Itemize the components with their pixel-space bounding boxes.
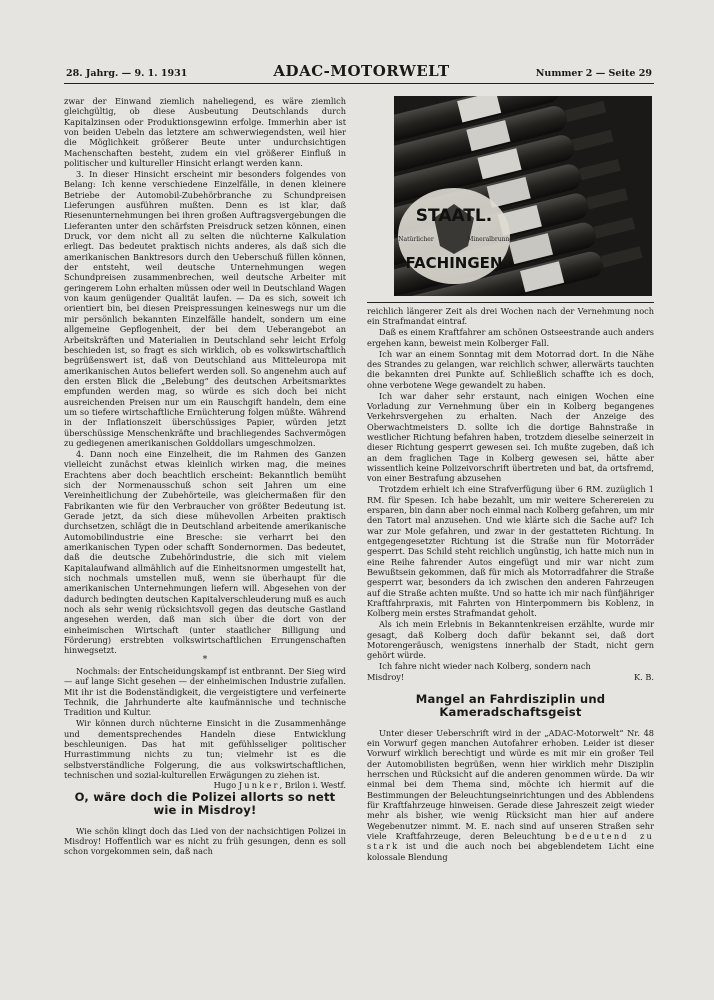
right-column xyxy=(367,306,654,863)
advert-rule xyxy=(367,302,654,303)
paragraph: Daß es einem Kraftfahrer am schönen Ostseestrande auch anders ergehen kann, beweist mein Kolberger Fall. xyxy=(367,327,654,348)
paragraph: Als ich mein Erlebnis in Bekanntenkreisen erzählte, wurde mir gesagt, daß Kolberg doch dafür bekannt sei, daß dort Motorengeräusch, wenigstens innerhalb der Stadt, nicht gern gehört würde. xyxy=(367,619,654,661)
paragraph: 4. Dann noch eine Einzelheit, die im Rahmen des Ganzen vielleicht zunächst etwas kleinlich wirken mag, die meines Erachtens aber doch beachtlich erscheint: Bekanntlich bemüht sich der Normenausschuß schon seit Jahren um eine Vereinheitlichung der Zubehörteile, was gleichermaßen für den Fabrikanten wie für den Verbraucher von größter Bedeutung ist. Gerade jetzt, da sich diese mühevollen Arbeiten praktisch durchsetzen, schlägt die in Deutschland arbeitende amerikanische Automobilindustrie eine Bresche: sie verharrt bei den amerikanischen Typen oder schafft Sondernormen. Das bedeutet, daß die deutsche Zubehörindustrie, die sich mit vielem Kapitalaufwand allmählich auf die Einheitsnormen umgestellt hat, sich nochmals umstellen muß, wenn sie überhaupt für die amerikanischen Unternehmungen liefern will. Abgesehen von der dadurch bedingten deutschen Kapitalverschleuderung muß es auch noch als sehr wenig rücksichtsvoll gegen das deutsche Gastland angesehen werden, daß man sich über die dort von der einheimischen Wirtschaft (unter staatlicher Billigung und Förderung) erstrebten volkswirtschaftlichen Errungenschaften hinwegsetzt. xyxy=(64,448,346,656)
paragraph-text: ist und die auch noch bei abgeblendetem Licht eine kolossale Blendung xyxy=(367,841,654,862)
issue-info: 28. Jahrg. — 9. 1. 1931 xyxy=(66,68,188,79)
paragraph: Wie schön klingt doch das Lied von der nachsichtigen Polizei in Misdroy! Hoffentlich war es nicht zu früh gesungen, denn es soll schon vorgekommen sein, daß nach xyxy=(64,825,346,857)
author-initials: K. B. xyxy=(634,672,654,683)
paragraph-with-author xyxy=(64,718,346,791)
author-first: Hugo xyxy=(213,780,239,791)
fachingen-advertisement xyxy=(394,96,652,296)
author-place: , Brilon i. Westf. xyxy=(279,780,346,791)
paragraph: Nochmals: der Entscheidungskampf ist entbrannt. Der Sieg wird — auf lange Sicht gesehen — der einheimischen Industrie zufallen. Mit ihr ist die Bodenständigkeit, die vergeistigtere und verfeinerte Technik, die Jahrhunderte alte kaufmännische und technische Tradition und Kultur. xyxy=(64,665,346,718)
emphasized-text: bedeutend zu stark xyxy=(367,830,654,852)
article-heading-fahrdisziplin: Mangel an Fahrdisziplin und Kameradschaftsgeist xyxy=(415,691,606,720)
paragraph: Ich war an einem Sonntag mit dem Motorrad dort. In die Nähe des Strandes zu gelangen, war reichlich schwer, allerwärts tauchten die bekannten drei Punkte auf. Schließlich schaffte ich es doch, ohne verbotene Wege gewandelt zu haben. xyxy=(367,348,654,390)
paragraph: Ich war daher sehr erstaunt, nach einigen Wochen eine Vorladung zur Vernehmung über ein in Kolberg begangenes Verkehrsvergehen zu erhalten. Nach der Anzeige des Oberwachtmeisters D. sollte ich die dortige Bahnstraße in westlicher Richtung befahren haben, trotzdem dieselbe seinerzeit in dieser Richtung gesperrt gewesen sei. Ich mußte zugeben, daß ich an dem fraglichen Tage in Kolberg gewesen sei, hätte aber wissentlich keine Polizeivorschrift übertreten und bat, da ortsfremd, von einer Bestrafung abzusehen xyxy=(367,390,654,484)
paragraph: zwar der Einwand ziemlich naheliegend, es wäre ziemlich gleichgültig, ob diese Ausbeutung Deutschlands durch Kapitalzinsen oder Produktionsgewinn erfolge. Immerhin aber ist von beiden Uebeln das letztere am schwerwiegendsten, weil hier die Möglichkeit größerer Beute unter undurchsichtigen Machenschaften besteht, zudem ein viel größerer Einfluß in politischer und kultureller Hinsicht erlangt werden kann. xyxy=(64,96,346,169)
left-column xyxy=(64,96,346,857)
paragraph-text: Wir können durch nüchterne Einsicht in die Zusammenhänge und dementsprechendes Handeln diese Entwicklung beschleunigen. Das hat mit gefühlsseliger politischer Hurrastimmung nichts zu tun; vielmehr ist es die selbstverständliche Folgerung, die aus volkswirtschaftlichen, technischen und sozial-kulturellen Erwägungen zu ziehen ist. xyxy=(64,718,346,780)
paragraph xyxy=(367,728,654,862)
brand-tag-right: Mineralbrunnen xyxy=(467,236,517,243)
magazine-title: ADAC-MOTORWELT xyxy=(273,62,450,80)
section-separator: * xyxy=(202,655,208,666)
paragraph-text: Unter dieser Ueberschrift wird in der „ADAC-Motorwelt“ Nr. 48 ein Vorwurf gegen manchen Autofahrer erhoben. Leider ist dieser Vorwurf wirklich berechtigt und würde es mit mir ein großer Teil der Automobilisten begrüßen, wenn hier wirklich mehr Disziplin herrschen und Rücksicht auf die anderen genommen würde. Da wir einmal bei dem Thema sind, möchte ich hiermit auf die Bestimmungen der Beleuchtungseinrichtungen und des Abblendens für Kraftfahrzeuge hinweisen. Gerade diese Jahreszeit zeigt wieder mehr als bisher, wie wenig Rücksicht man hier auf andere Wegebenutzer nimmt. M. E. nach sind auf unseren Straßen sehr viele Kraftfahrzeuge, deren Beleuchtung xyxy=(367,727,654,841)
paragraph: Ich fahre nicht wieder nach Kolberg, sondern nach xyxy=(379,661,591,672)
bottle-illustration xyxy=(394,96,652,296)
signature-line xyxy=(367,672,654,682)
paragraph: reichlich längerer Zeit als drei Wochen nach der Vernehmung noch ein Strafmandat eintraf. xyxy=(367,306,654,327)
brand-name-line1: STAATL. xyxy=(415,206,493,226)
brand-tag-left: Natürlicher xyxy=(398,236,434,243)
author-surname: Junker xyxy=(238,780,280,791)
brand-name-line2: FACHINGEN xyxy=(405,254,503,272)
header-rule xyxy=(64,83,654,84)
article-heading-misdroy: O, wäre doch die Polizei allorts so nett wie in Misdroy! xyxy=(74,789,336,818)
page-header xyxy=(66,62,652,82)
paragraph: Trotzdem erhielt ich eine Strafverfügung über 6 RM. zuzüglich 1 RM. für Spesen. Ich habe bezahlt, um mir weitere Scherereien zu ersparen, bin dann aber noch einmal nach Kolberg gefahren, um mir den Tatort mal anzusehen. Und wie klärte sich die Sache auf? Ich war zur Mole gefahren, und zwar in der gestatteten Richtung. In entgegengesetzter Richtung ist die Straße nun für Motorräder gesperrt. Das Schild steht reichlich ungünstig, ich hatte mich nun in eine Reihe fahrender Autos eingefügt und mir war nicht zum Bewußtsein gekommen, daß für mich als Motorradfahrer die Straße gesperrt war, besonders da ich zwischen den anderen Fahrzeugen auf die Straße achten mußte. Und so hatte ich mir nach fünfjähriger Kraftfahrpraxis, mit Fahrten von Hinterpommern bis Koblenz, in Kolberg mein erstes Strafmandat geholt. xyxy=(367,484,654,619)
closing-word: Misdroy! xyxy=(367,672,405,683)
paragraph: 3. In dieser Hinsicht erscheint mir besonders folgendes von Belang: Ich kenne verschiedene Einzelfälle, in denen kleinere Betriebe der Automobil-Zubehörbranche zu Schundpreisen Lieferungen ausführen mußten. Denn es ist klar, daß Riesenunternehmungen bei ihren großen Auftragsvergebungen die Lieferanten unter den schärfsten Preisdruck setzen können, einen Druck, vor dem nicht all zu selten die nüchterne Kalkulation erliegt. Das bedeutet praktisch nichts anderes, als daß sich die amerikanischen Banktresors durch den Ueberschuß füllen können, der entsteht, weil deutsche Unternehmungen wegen Schundpreisen zusammenbrechen, weil deutsche Arbeiter mit geringerem Lohn erhalten müssen oder weil in Deutschland Wagen von kaum genügender Qualität laufen. — Da es sich, soweit ich orientiert bin, bei diesen Preispressungen keineswegs nur um die mir persönlich bekannten Einzelfälle handelt, sondern um eine allgemeine Gepflogenheit, der bei dem Ueberangebot an Arbeitskräften und Materialien in Deutschland sehr leicht Erfolg beschieden ist, so fragt es sich wirklich, ob es volkswirtschaftlich begrüßenswert ist, daß von Deutschland aus Mitteleuropa mit amerikanischen Autos beliefert werden soll. So angenehm auch auf den ersten Blick die „Belebung“ des deutschen Arbeitsmarktes empfunden werden mag, so würde es sich doch bei nicht ausreichenden Preisen nur um ein Rauschgift handeln, dem eine um so tiefere wirtschaftliche Ernüchterung folgen müßte. Während in der Inflationszeit überschüssiges Papier, würden jetzt überschüssige Menschenkräfte und brachliegendes Sachvermögen zu gediegenen amerikanischen Golddollars umgeschmolzen. xyxy=(64,169,346,448)
page-number: Nummer 2 — Seite 29 xyxy=(535,68,652,79)
